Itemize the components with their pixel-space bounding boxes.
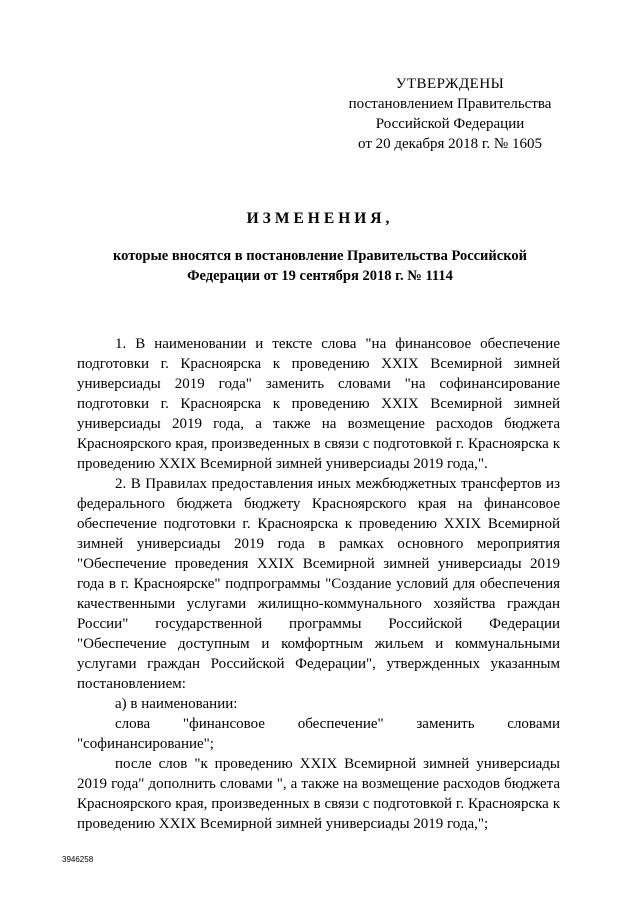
subtitle-line-1: которые вносятся в постановление Правительства Российской <box>113 248 527 264</box>
paragraph-5: "софинансирование"; <box>77 736 214 752</box>
paragraph-3: а) в наименовании: <box>115 696 238 712</box>
approval-stamp: УТВЕРЖДЕНЫ <box>395 76 505 92</box>
paragraph-1: 1. В наименовании и тексте слова "на финансовое обеспечение подготовки г. Красноярска к проведению XXIX Всемирной зимней универсиады 2019 года" заменить словами "на софинансирование подготовки г. Красноярска к проведению XXIX Всемирной зимней универсиады 2019 года, а также на возмещение расходов бюджета Красноярского края, произведенных в связи с подготовкой г. Красноярска к проведению XXIX Всемирной зимней универсиады 2019 года,". <box>77 336 560 472</box>
paragraph-4: слова "финансовое обеспечение" заменить словами <box>115 716 560 732</box>
paragraph-2: 2. В Правилах предоставления иных межбюджетных трансфертов из федерального бюджета бюджету Красноярского края на финансовое обеспечение подготовки г. Красноярска к проведению XXIX Всемирной зимней универсиады 2019 года в рамках основного мероприятия "Обеспечение проведения XXIX Всемирной зимней универсиады 2019 года в г. Красноярске" подпрограммы "Создание условий для обеспечения качественными услугами жилищно-коммунального хозяйства граждан России" государственной программы Российской Федерации "Обеспечение доступным и комфортным жильем и коммунальными услугами граждан Российской Федерации", утвержденных указанным постановлением: <box>77 476 560 692</box>
approval-block <box>340 74 560 154</box>
document-body <box>77 334 560 834</box>
document-subtitle <box>70 246 570 286</box>
subtitle-line-2: Федерации от 19 сентября 2018 г. № 1114 <box>187 268 453 284</box>
paragraph-6: после слов "к проведению XXIX Всемирной зимней универсиады 2019 года" дополнить словами ", а также на возмещение расходов бюджета Красноярского края, произведенных в связи с подготовкой г. Красноярска к проведению XXIX Всемирной зимней универсиады 2019 года,"; <box>77 756 560 832</box>
approval-line-1: постановлением Правительства <box>348 96 552 112</box>
document-code: 3946258 <box>62 855 94 864</box>
approval-line-3: от 20 декабря 2018 г. № 1605 <box>358 136 542 152</box>
approval-line-2: Российской Федерации <box>375 116 525 132</box>
document-title: ИЗМЕНЕНИЯ, <box>246 210 394 227</box>
